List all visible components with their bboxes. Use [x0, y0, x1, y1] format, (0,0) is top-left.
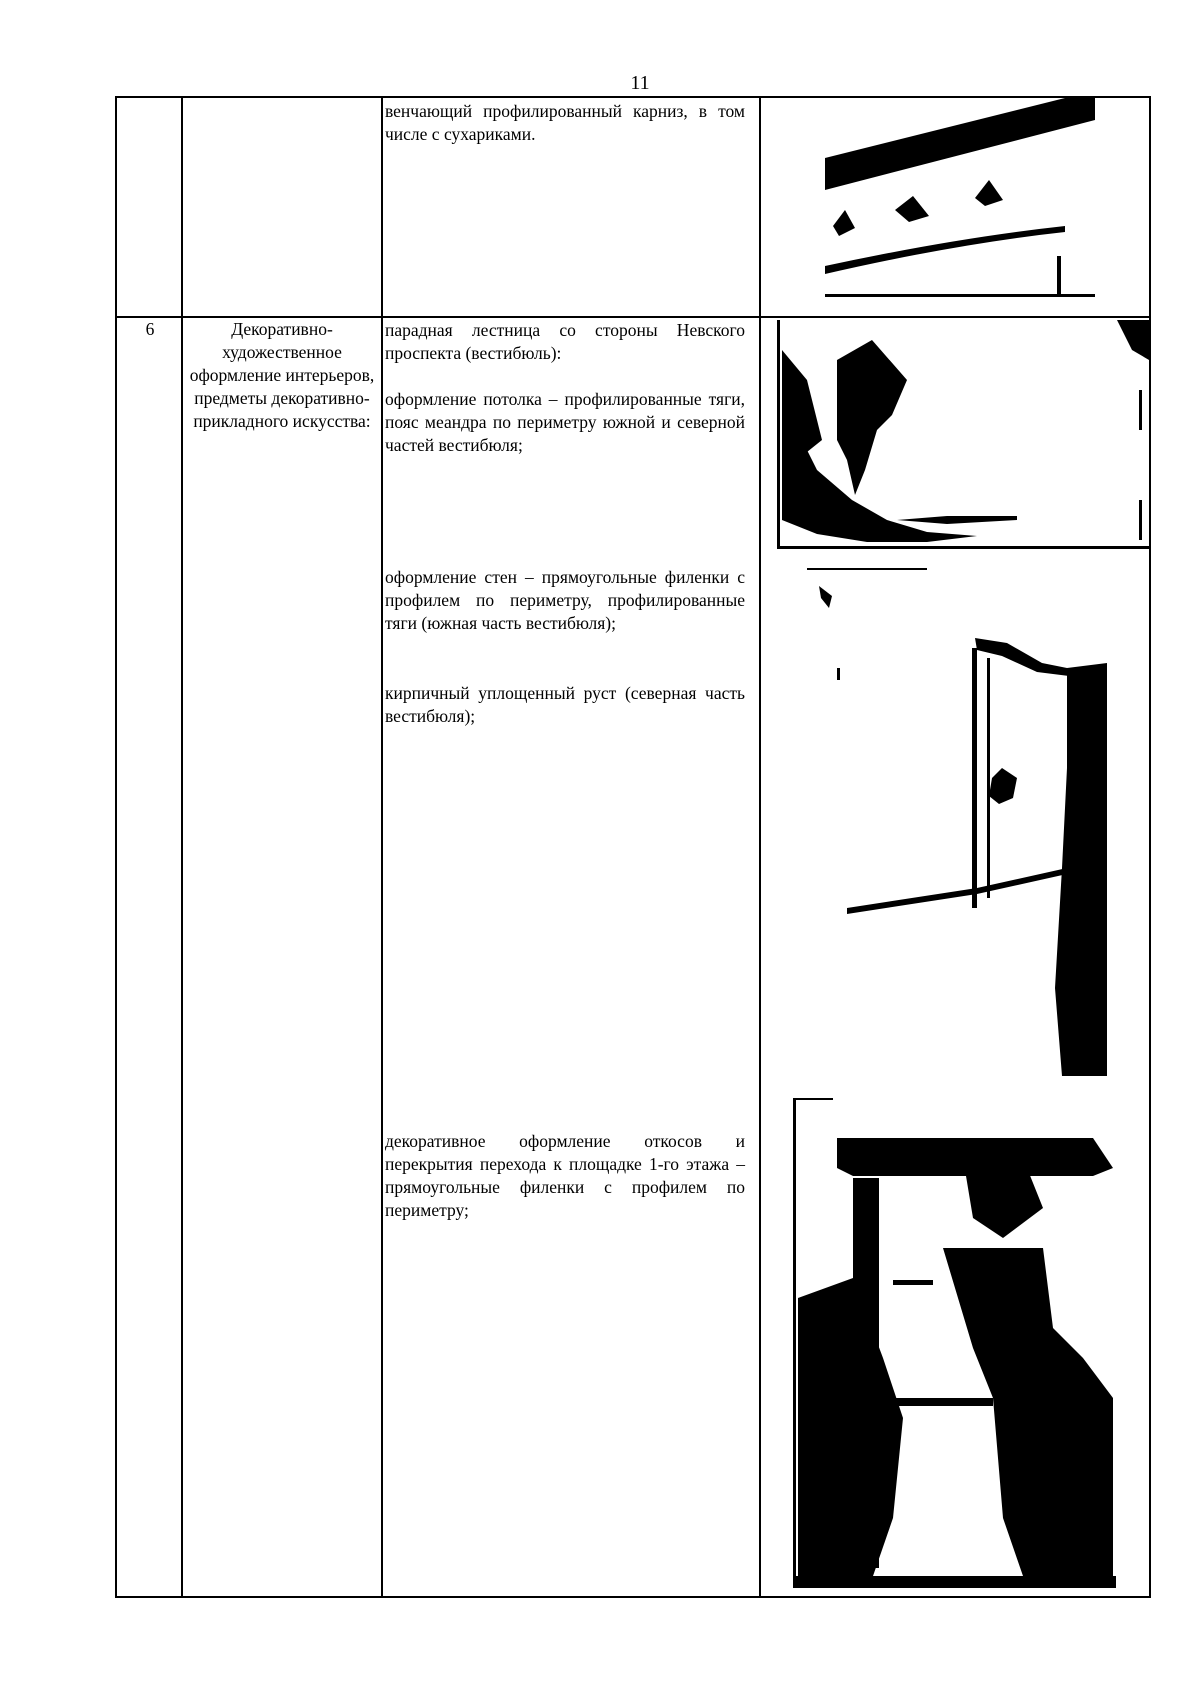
- passage-description: декоративное оформление откосов и перекрытия перехода к площадке 1-го этажа – прямоугольные филенки с профилем по периметру;: [385, 1131, 745, 1220]
- cornice-description: венчающий профилированный карниз, в том числе с сухариками.: [385, 101, 745, 144]
- page-number: 11: [630, 72, 650, 94]
- column-divider: [381, 98, 383, 1596]
- ceiling-description: оформление потолка – профилированные тяги, пояс меандра по периметру южной и северной частей вестибюля;: [385, 389, 745, 455]
- wall-photo: [777, 568, 1149, 1076]
- column-divider: [759, 98, 761, 1596]
- category-label: Декоративно-художественное оформление интерьеров, предметы декоративно-прикладного искусства:: [189, 319, 375, 431]
- row-number: 6: [145, 319, 155, 339]
- heritage-table: [115, 96, 1151, 1598]
- cornice-photo: [825, 98, 1095, 304]
- ceiling-photo: [777, 320, 1149, 554]
- staircase-heading: парадная лестница со стороны Невского проспекта (вестибюль):: [385, 320, 745, 363]
- rustication-description: кирпичный уплощенный руст (северная часть вестибюля);: [385, 683, 745, 726]
- passage-photo: [793, 1098, 1149, 1588]
- wall-description: оформление стен – прямоугольные филенки с профилем по периметру, профилированные тяги (южная часть вестибюля);: [385, 567, 745, 633]
